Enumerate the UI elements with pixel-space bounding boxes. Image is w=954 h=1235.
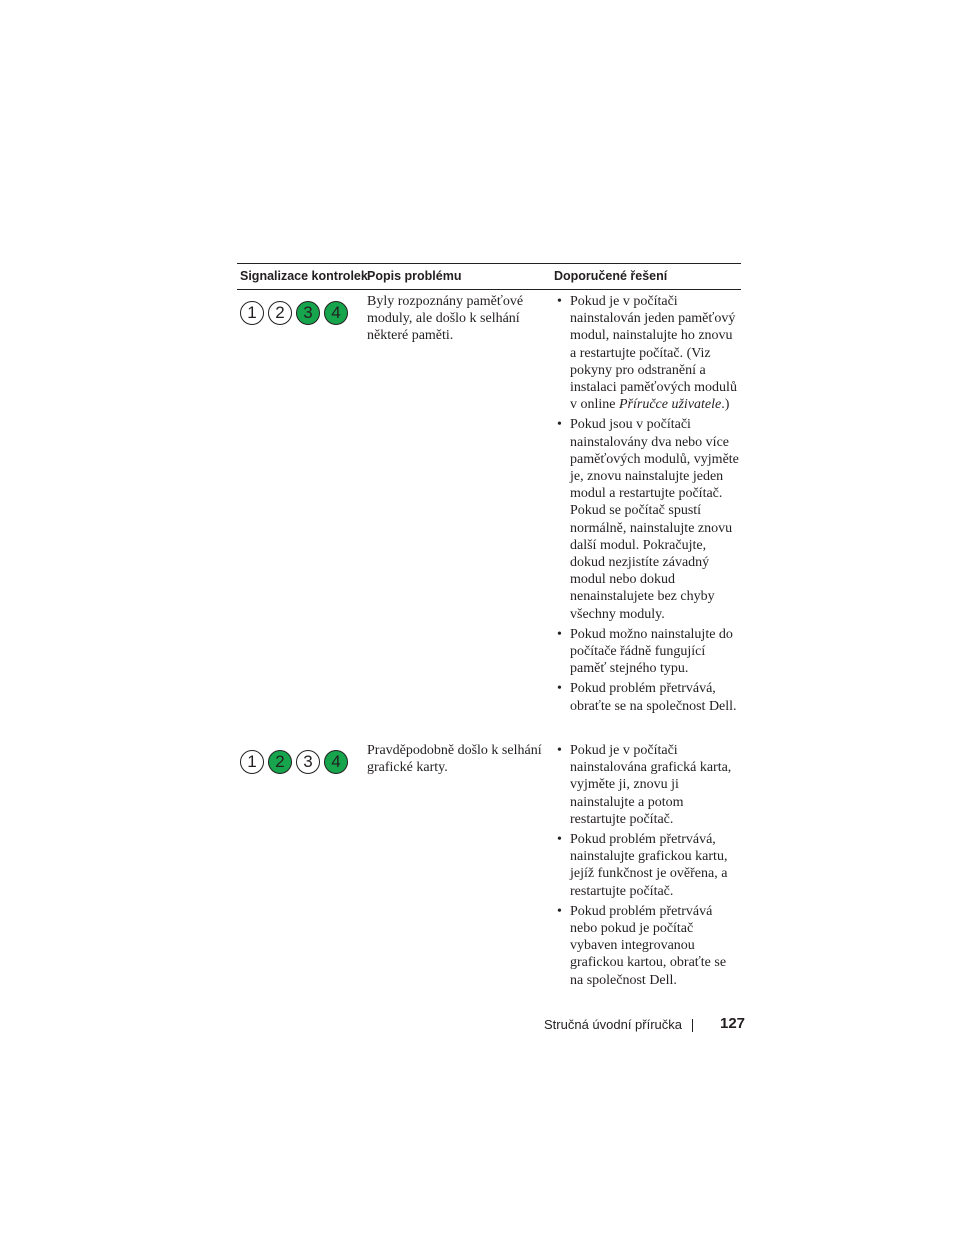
solution-item: • Pokud problém přetrvává nebo pokud je počítač vybaven integrovanou grafickou kartou, obraťte se na společnost Dell.	[555, 903, 741, 989]
led-4: 4	[324, 301, 348, 325]
led-2: 2	[268, 301, 292, 325]
table-header	[237, 263, 741, 290]
led-4: 4	[324, 750, 348, 774]
solution-item: • Pokud je v počítači nainstalována grafická karta, vyjměte ji, znovu ji nainstalujte a potom restartujte počítač.	[555, 742, 741, 828]
page-footer	[0, 1015, 954, 1035]
header-lights: Signalizace kontrolek	[240, 269, 368, 283]
problem-description: Byly rozpoznány paměťové moduly, ale došlo k selhání některé paměti.	[367, 294, 524, 344]
solution-item: • Pokud možno nainstalujte do počítače řádně fungující paměť stejného typu.	[555, 626, 741, 678]
header-solution: Doporučené řešení	[554, 269, 668, 283]
footer-title: Stručná úvodní příručka	[544, 1017, 683, 1032]
solution-list	[555, 742, 741, 992]
table-row	[237, 290, 741, 739]
footer-separator	[692, 1019, 693, 1032]
problem-description: Pravděpodobně došlo k selhání grafické karty.	[367, 743, 542, 776]
led-1: 1	[240, 750, 264, 774]
led-pattern	[240, 301, 354, 327]
solution-list	[555, 293, 741, 718]
solution-item: • Pokud je v počítači nainstalován jeden paměťový modul, nainstalujte ho znovu a restartujte počítač. (Viz pokyny pro odstranění a instalaci paměťových modulů v online Příručce uživatele.)	[555, 293, 741, 413]
solution-item: • Pokud jsou v počítači nainstalovány dva nebo více paměťových modulů, vyjměte je, znovu nainstalujte jeden modul a restartujte počítač. Pokud se počítač spustí normálně, nainstalujte znovu další modul. Pokračujte, dokud nezjistíte závadný modul nebo dokud nenainstalujete bez chyby všechny moduly.	[555, 416, 741, 622]
solution-item: • Pokud problém přetrvává, nainstalujte grafickou kartu, jejíž funkčnost je ověřena, a restartujte počítač.	[555, 831, 741, 900]
diagnostic-lights-table	[237, 263, 741, 999]
led-pattern	[240, 750, 354, 776]
manual-reference: Příručce uživatele	[619, 397, 722, 413]
led-1: 1	[240, 301, 264, 325]
solution-item: • Pokud problém přetrvává, obraťte se na společnost Dell.	[555, 680, 741, 714]
led-3: 3	[296, 301, 320, 325]
page-number: 127	[720, 1015, 746, 1032]
table-row	[237, 739, 741, 999]
header-problem: Popis problému	[367, 269, 462, 283]
led-3: 3	[296, 750, 320, 774]
led-2: 2	[268, 750, 292, 774]
